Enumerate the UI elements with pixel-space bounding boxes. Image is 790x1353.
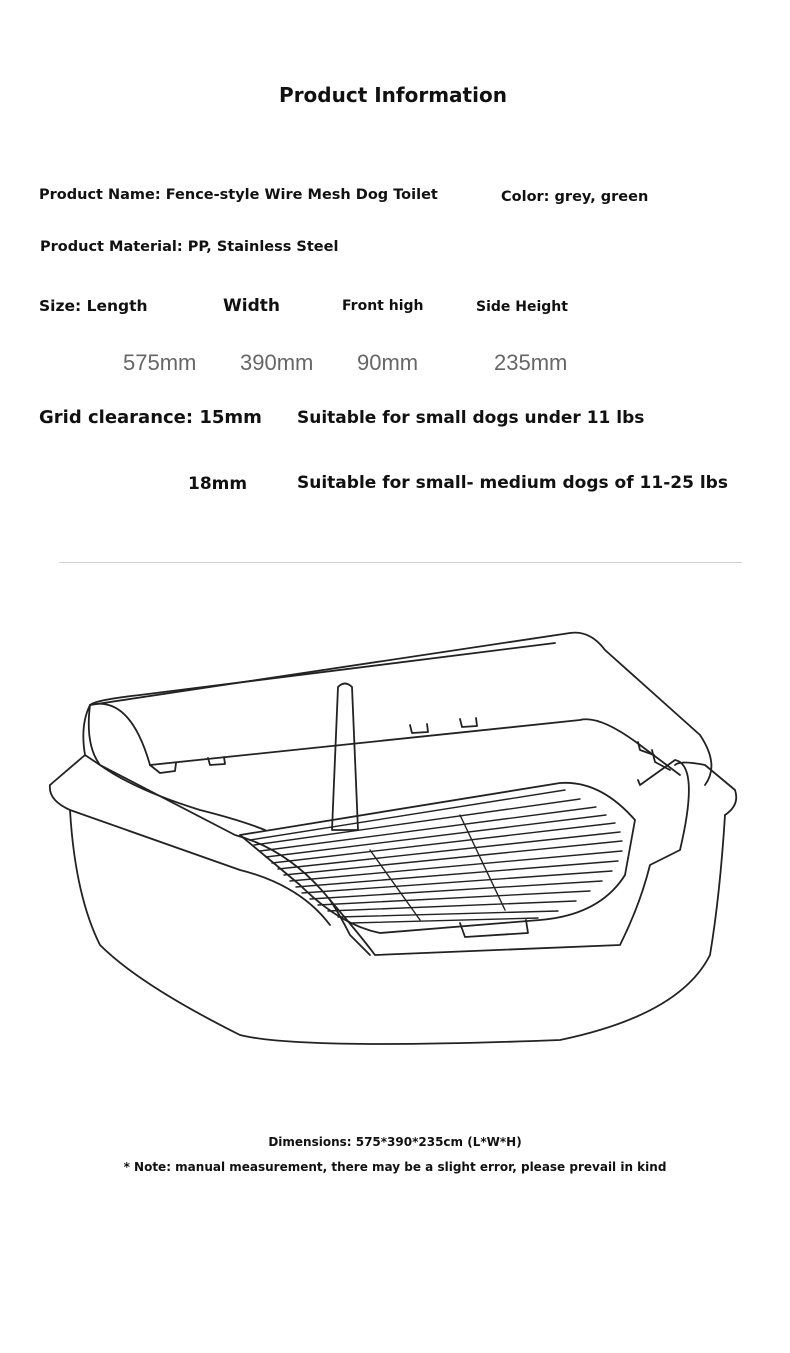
product-material: Product Material: PP, Stainless Steel (40, 239, 339, 255)
size-front-value: 90mm (357, 350, 419, 375)
grid-clearance-15-desc: Suitable for small dogs under 11 lbs (297, 408, 645, 428)
grid-clearance-15-label: Grid clearance: 15mm (39, 407, 262, 428)
grid-clearance-18-label: 18mm (188, 474, 248, 494)
size-length-label: Size: Length (39, 297, 148, 315)
dimensions-note: Dimensions: 575*390*235cm (L*W*H) (268, 1135, 522, 1149)
size-side-value: 235mm (494, 350, 568, 375)
size-width-value: 390mm (240, 350, 314, 375)
page-title: Product Information (279, 83, 507, 107)
size-front-label: Front high (342, 298, 424, 314)
section-divider (59, 562, 742, 563)
measurement-note: * Note: manual measurement, there may be a slight error, please prevail in kind (123, 1160, 667, 1174)
size-side-label: Side Height (476, 299, 568, 315)
size-length-value: 575mm (123, 350, 197, 375)
product-color: Color: grey, green (501, 189, 649, 205)
product-name: Product Name: Fence-style Wire Mesh Dog Toilet (39, 187, 438, 203)
dog-toilet-illustration-icon (40, 615, 750, 1055)
size-width-label: Width (223, 296, 280, 316)
grid-clearance-18-desc: Suitable for small- medium dogs of 11-25 lbs (297, 473, 728, 493)
